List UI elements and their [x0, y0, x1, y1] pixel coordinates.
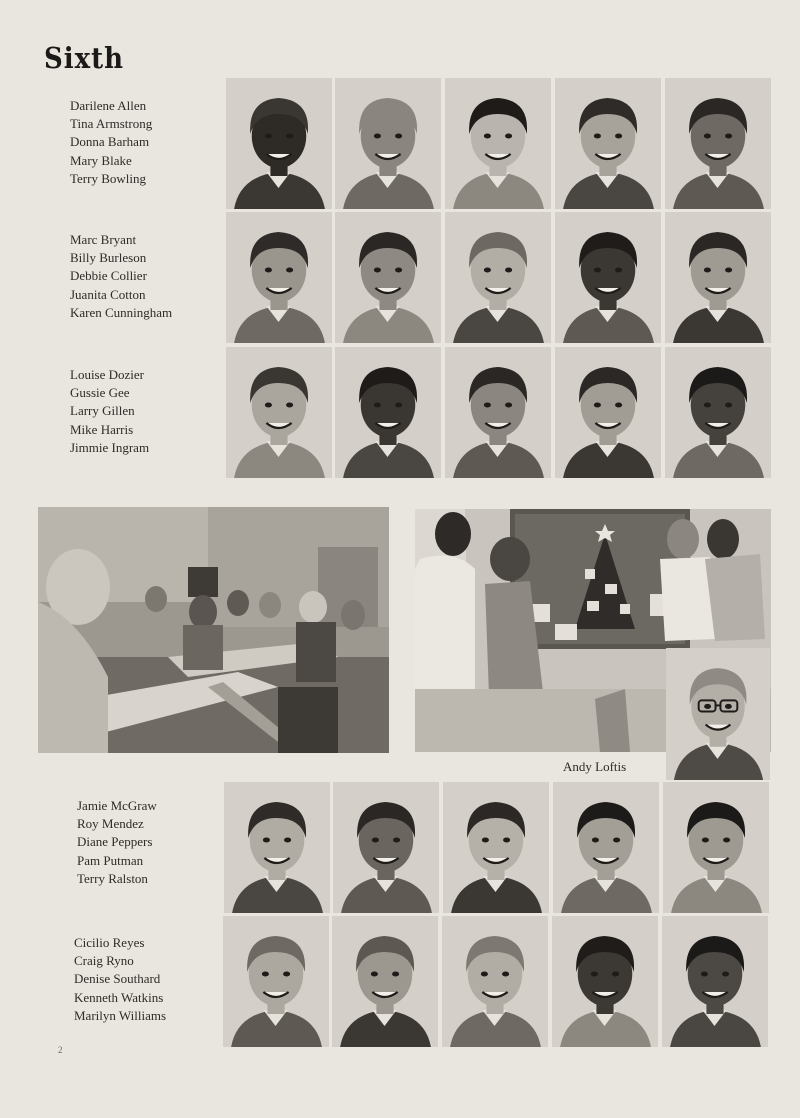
student-portrait-photo: [226, 347, 332, 478]
student-name: Juanita Cotton: [70, 286, 146, 302]
student-name: Mike Harris: [70, 421, 134, 437]
name-list-group-4: [77, 797, 157, 888]
student-portrait-photo: [226, 78, 332, 209]
student-portrait-photo: [333, 782, 439, 913]
student-name: Marilyn Williams: [74, 1007, 167, 1023]
student-portrait-photo: [445, 347, 551, 478]
student-name: Donna Barham: [70, 134, 150, 150]
student-name: Karen Cunningham: [70, 304, 173, 320]
student-portrait-photo: [226, 212, 332, 343]
student-name: Terry Bowling: [70, 170, 146, 186]
student-name: Terry Ralston: [77, 870, 148, 886]
student-name: Billy Burleson: [70, 250, 147, 266]
student-name: Roy Mendez: [77, 816, 144, 832]
student-portrait-photo: [443, 782, 549, 913]
student-portrait-photo: [335, 347, 441, 478]
student-portrait-photo: [332, 916, 438, 1047]
student-portrait-photo: [665, 347, 771, 478]
student-portrait-photo: [555, 78, 661, 209]
page-title: Sixth: [44, 42, 125, 76]
student-name: Gussie Gee: [70, 385, 130, 401]
page-marker: 2: [58, 1045, 63, 1055]
student-name: Louise Dozier: [70, 367, 145, 382]
name-list-group-2: [70, 231, 172, 322]
name-list-group-3: [70, 366, 149, 457]
student-name: Tina Armstrong: [70, 116, 153, 132]
student-portrait-photo: [662, 916, 768, 1047]
student-portrait-photo: [223, 916, 329, 1047]
student-portrait-photo: [555, 347, 661, 478]
student-portrait-photo: [335, 78, 441, 209]
student-name: Diane Peppers: [77, 834, 153, 850]
student-name: Craig Ryno: [74, 953, 134, 969]
name-list-group-1: [70, 97, 152, 188]
student-name: Pam Putman: [77, 852, 144, 868]
student-name: Darilene Allen: [70, 98, 147, 113]
student-portrait-photo: [224, 782, 330, 913]
student-portrait-photo: [553, 782, 659, 913]
student-name: Denise Southard: [74, 971, 161, 987]
student-name: Debbie Collier: [70, 268, 147, 284]
student-portrait-photo: [442, 916, 548, 1047]
student-portrait-photo: [445, 212, 551, 343]
student-portrait-photo: [663, 782, 769, 913]
name-list-group-5: [74, 934, 166, 1025]
student-portrait-photo: [552, 916, 658, 1047]
student-name: Marc Bryant: [70, 232, 137, 247]
featured-portrait-caption: Andy Loftis: [563, 759, 627, 774]
featured-portrait-photo: [666, 648, 770, 780]
student-name: Jimmie Ingram: [70, 439, 150, 455]
classroom-photo: [38, 507, 389, 753]
student-portrait-photo: [665, 78, 771, 209]
student-name: Kenneth Watkins: [74, 989, 164, 1005]
student-portrait-photo: [335, 212, 441, 343]
student-name: Larry Gillen: [70, 403, 135, 419]
student-name: Mary Blake: [70, 152, 132, 168]
student-portrait-photo: [445, 78, 551, 209]
student-name: Jamie McGraw: [77, 798, 157, 813]
student-portrait-photo: [555, 212, 661, 343]
student-portrait-photo: [665, 212, 771, 343]
student-name: Cicilio Reyes: [74, 935, 145, 950]
